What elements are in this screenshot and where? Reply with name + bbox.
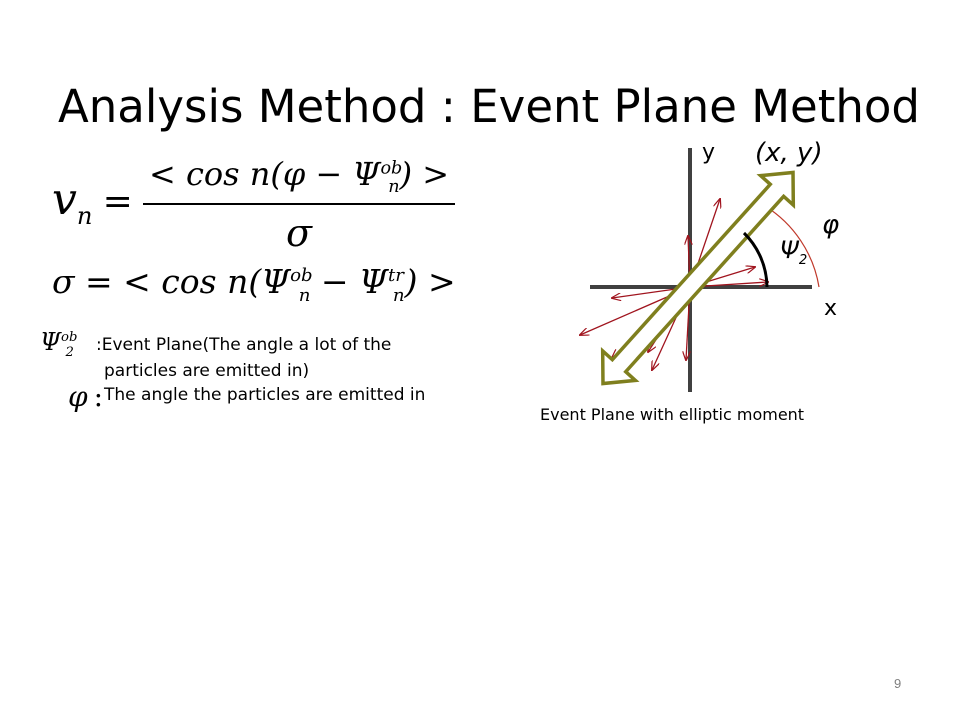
psi-definition-text-line2: particles are emitted in) (104, 361, 310, 381)
point-label: (x, y) (755, 138, 823, 168)
diagram-caption: Event Plane with elliptic moment (540, 405, 805, 424)
x-axis-label: x (824, 296, 838, 321)
psi-definition-text-line1: :Event Plane(The angle a lot of the (96, 335, 392, 355)
phi-definition-symbol: φ : (68, 380, 104, 413)
phi-label: φ (822, 210, 840, 240)
phi-definition-text: The angle the particles are emitted in (104, 385, 426, 405)
psi-definition-symbol: $\Psi^{ob}_2$ (40, 328, 78, 360)
vn-lhs: $v_n$ (52, 173, 93, 230)
psi-label: $\Psi_2$ (780, 236, 808, 268)
vn-equals: = (102, 181, 133, 223)
event-plane-arrow (587, 158, 810, 398)
vn-numerator: < $\cos n(\varphi - \Psi^{ob}_n)$ > (143, 155, 455, 205)
page-number: 9 (894, 676, 902, 691)
vn-denominator: σ (286, 211, 312, 256)
y-axis-label: y (702, 140, 716, 165)
sigma-formula: σ = < $\cos n(\Psi^{ob}_n - \Psi^{tr}_n)$ > (52, 262, 456, 306)
slide-title: Analysis Method : Event Plane Method (58, 80, 920, 133)
psi-arc (744, 233, 767, 287)
